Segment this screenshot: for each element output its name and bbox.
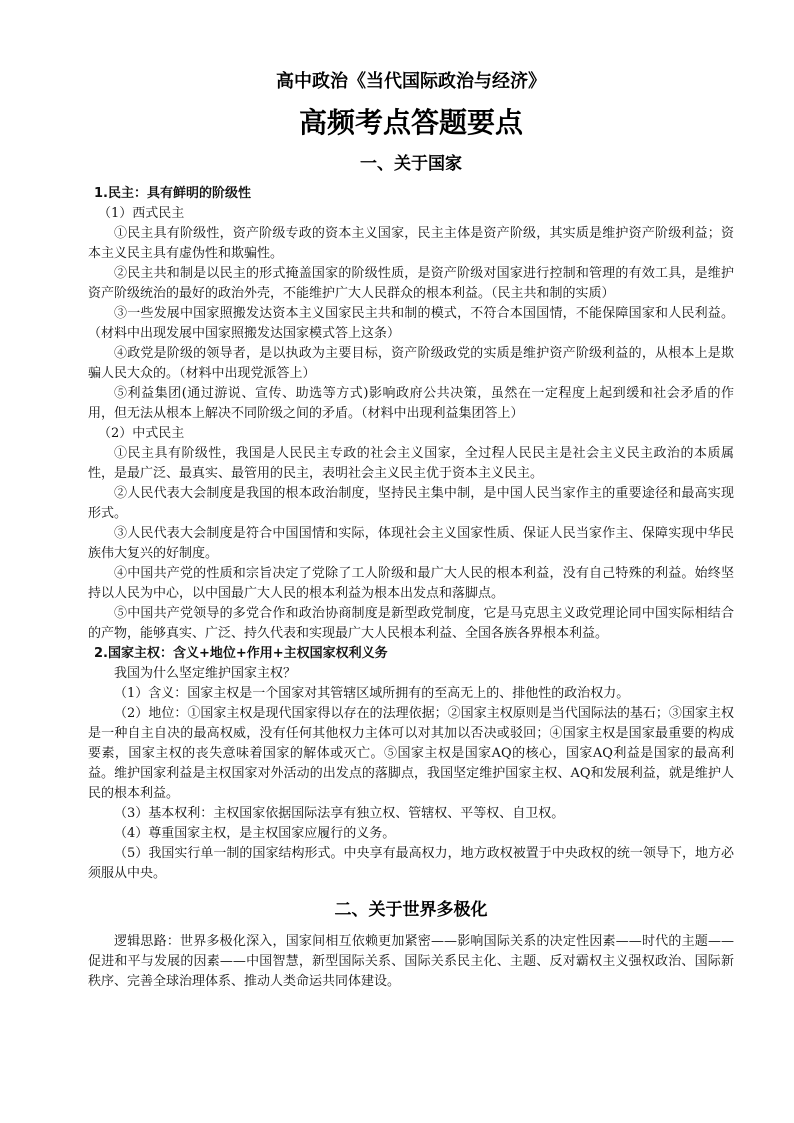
sovereignty-point-2: （2）地位：①国家主权是现代国家得以存在的法理依据；②国家主权原则是当代国际法的基石；③国家主权是一种自主自决的最高权威，没有任何其他权力主体可以对其加以否决或驳回；④国家主权是国家最重要的构成要素，国家主权的丧失意味着国家的解体或灭亡。⑤国家主权是国家AQ的核心，国家AQ利益是国家的最高利益。维护国家利益是主权国家对外活动的出发点的落脚点，我国坚定维护国家主权、AQ和发展利益，就是维护人民的根本利益。	[88, 706, 734, 801]
section-heading-1: 一、关于国家	[360, 154, 462, 174]
section-heading-2: 二、关于世界多极化	[334, 900, 488, 920]
paragraph-western-5: ⑤利益集团(通过游说、宣传、助选等方式)影响政府公共决策，虽然在一定程度上起到缓和社会矛盾的作用，但无法从根本上解决不同阶级之间的矛盾。（材料中出现利益集团答上）	[88, 386, 734, 421]
subheading-sovereignty: 2.国家主权：含义+地位+作用+主权国家权利义务	[94, 646, 388, 661]
paragraph-western-4: ④政党是阶级的领导者，是以执政为主要目标，资产阶级政党的实质是维护资产阶级利益的，从根本上是欺骗人民大众的。（材料中出现党派答上）	[88, 346, 734, 381]
paragraph-chinese-2: ②人民代表大会制度是我国的根本政治制度，坚持民主集中制，是中国人民当家作主的重要途径和最高实现形式。	[88, 486, 734, 521]
sovereignty-point-3: （3）基本权利：主权国家依据国际法享有独立权、管辖权、平等权、自卫权。	[114, 806, 565, 821]
document-page	[88, 68, 734, 992]
paragraph-chinese-3: ③人民代表大会制度是符合中国国情和实际，体现社会主义国家性质、保证人民当家作主、保障实现中华民族伟大复兴的好制度。	[88, 526, 734, 561]
multipolarity-paragraph: 逻辑思路：世界多极化深入，国家间相互依赖更加紧密——影响国际关系的决定性因素——时代的主题——促进和平与发展的因素——中国智慧，新型国际关系、国际关系民主化、主题、反对霸权主义强权政治、国际新秩序、完善全球治理体系、推动人类命运共同体建设。	[88, 934, 734, 989]
subsection-chinese-democracy: （2）中式民主	[98, 426, 185, 441]
sovereignty-intro: 我国为什么坚定维护国家主权？	[114, 666, 297, 681]
paragraph-chinese-5: ⑤中国共产党领导的多党合作和政治协商制度是新型政党制度，它是马克思主义政党理论同中国实际相结合的产物，能够真实、广泛、持久代表和实现最广大人民根本利益、全国各族各界根本利益。	[88, 606, 734, 641]
paragraph-western-1: ①民主具有阶级性，资产阶级专政的资本主义国家，民主主体是资产阶级，其实质是维护资产阶级利益；资本主义民主具有虚伪性和欺骗性。	[88, 226, 734, 261]
sovereignty-point-4: （4）尊重国家主权，是主权国家应履行的义务。	[114, 826, 396, 841]
document-subtitle: 高中政治《当代国际政治与经济》	[276, 71, 546, 92]
paragraph-chinese-1: ①民主具有阶级性，我国是人民民主专政的社会主义国家，全过程人民民主是社会主义民主政治的本质属性，是最广泛、最真实、最管用的民主，表明社会主义民主优于资本主义民主。	[88, 446, 734, 481]
sovereignty-point-1: （1）含义：国家主权是一个国家对其管辖区域所拥有的至高无上的、排他性的政治权力。	[114, 686, 630, 701]
subheading-democracy: 1.民主：具有鲜明的阶级性	[94, 186, 251, 201]
paragraph-western-3: ③一些发展中国家照搬发达资本主义国家民主共和制的模式，不符合本国国情，不能保障国家和人民利益。（材料中出现发展中国家照搬发达国家模式答上这条）	[88, 306, 734, 341]
document-title: 高频考点答题要点	[298, 106, 523, 139]
paragraph-western-2: ②民主共和制是以民主的形式掩盖国家的阶级性质，是资产阶级对国家进行控制和管理的有效工具，是维护资产阶级统治的最好的政治外壳，不能维护广大人民群众的根本利益。（民主共和制的实质）	[88, 266, 734, 301]
subsection-western-democracy: （1）西式民主	[98, 206, 185, 221]
sovereignty-point-5: （5）我国实行单一制的国家结构形式。中央享有最高权力，地方政权被置于中央政权的统一领导下，地方必须服从中央。	[88, 846, 734, 881]
paragraph-chinese-4: ④中国共产党的性质和宗旨决定了党除了工人阶级和最广大人民的根本利益，没有自己特殊的利益。始终坚持以人民为中心，以中国最广大人民的根本利益为根本出发点和落脚点。	[88, 566, 734, 601]
